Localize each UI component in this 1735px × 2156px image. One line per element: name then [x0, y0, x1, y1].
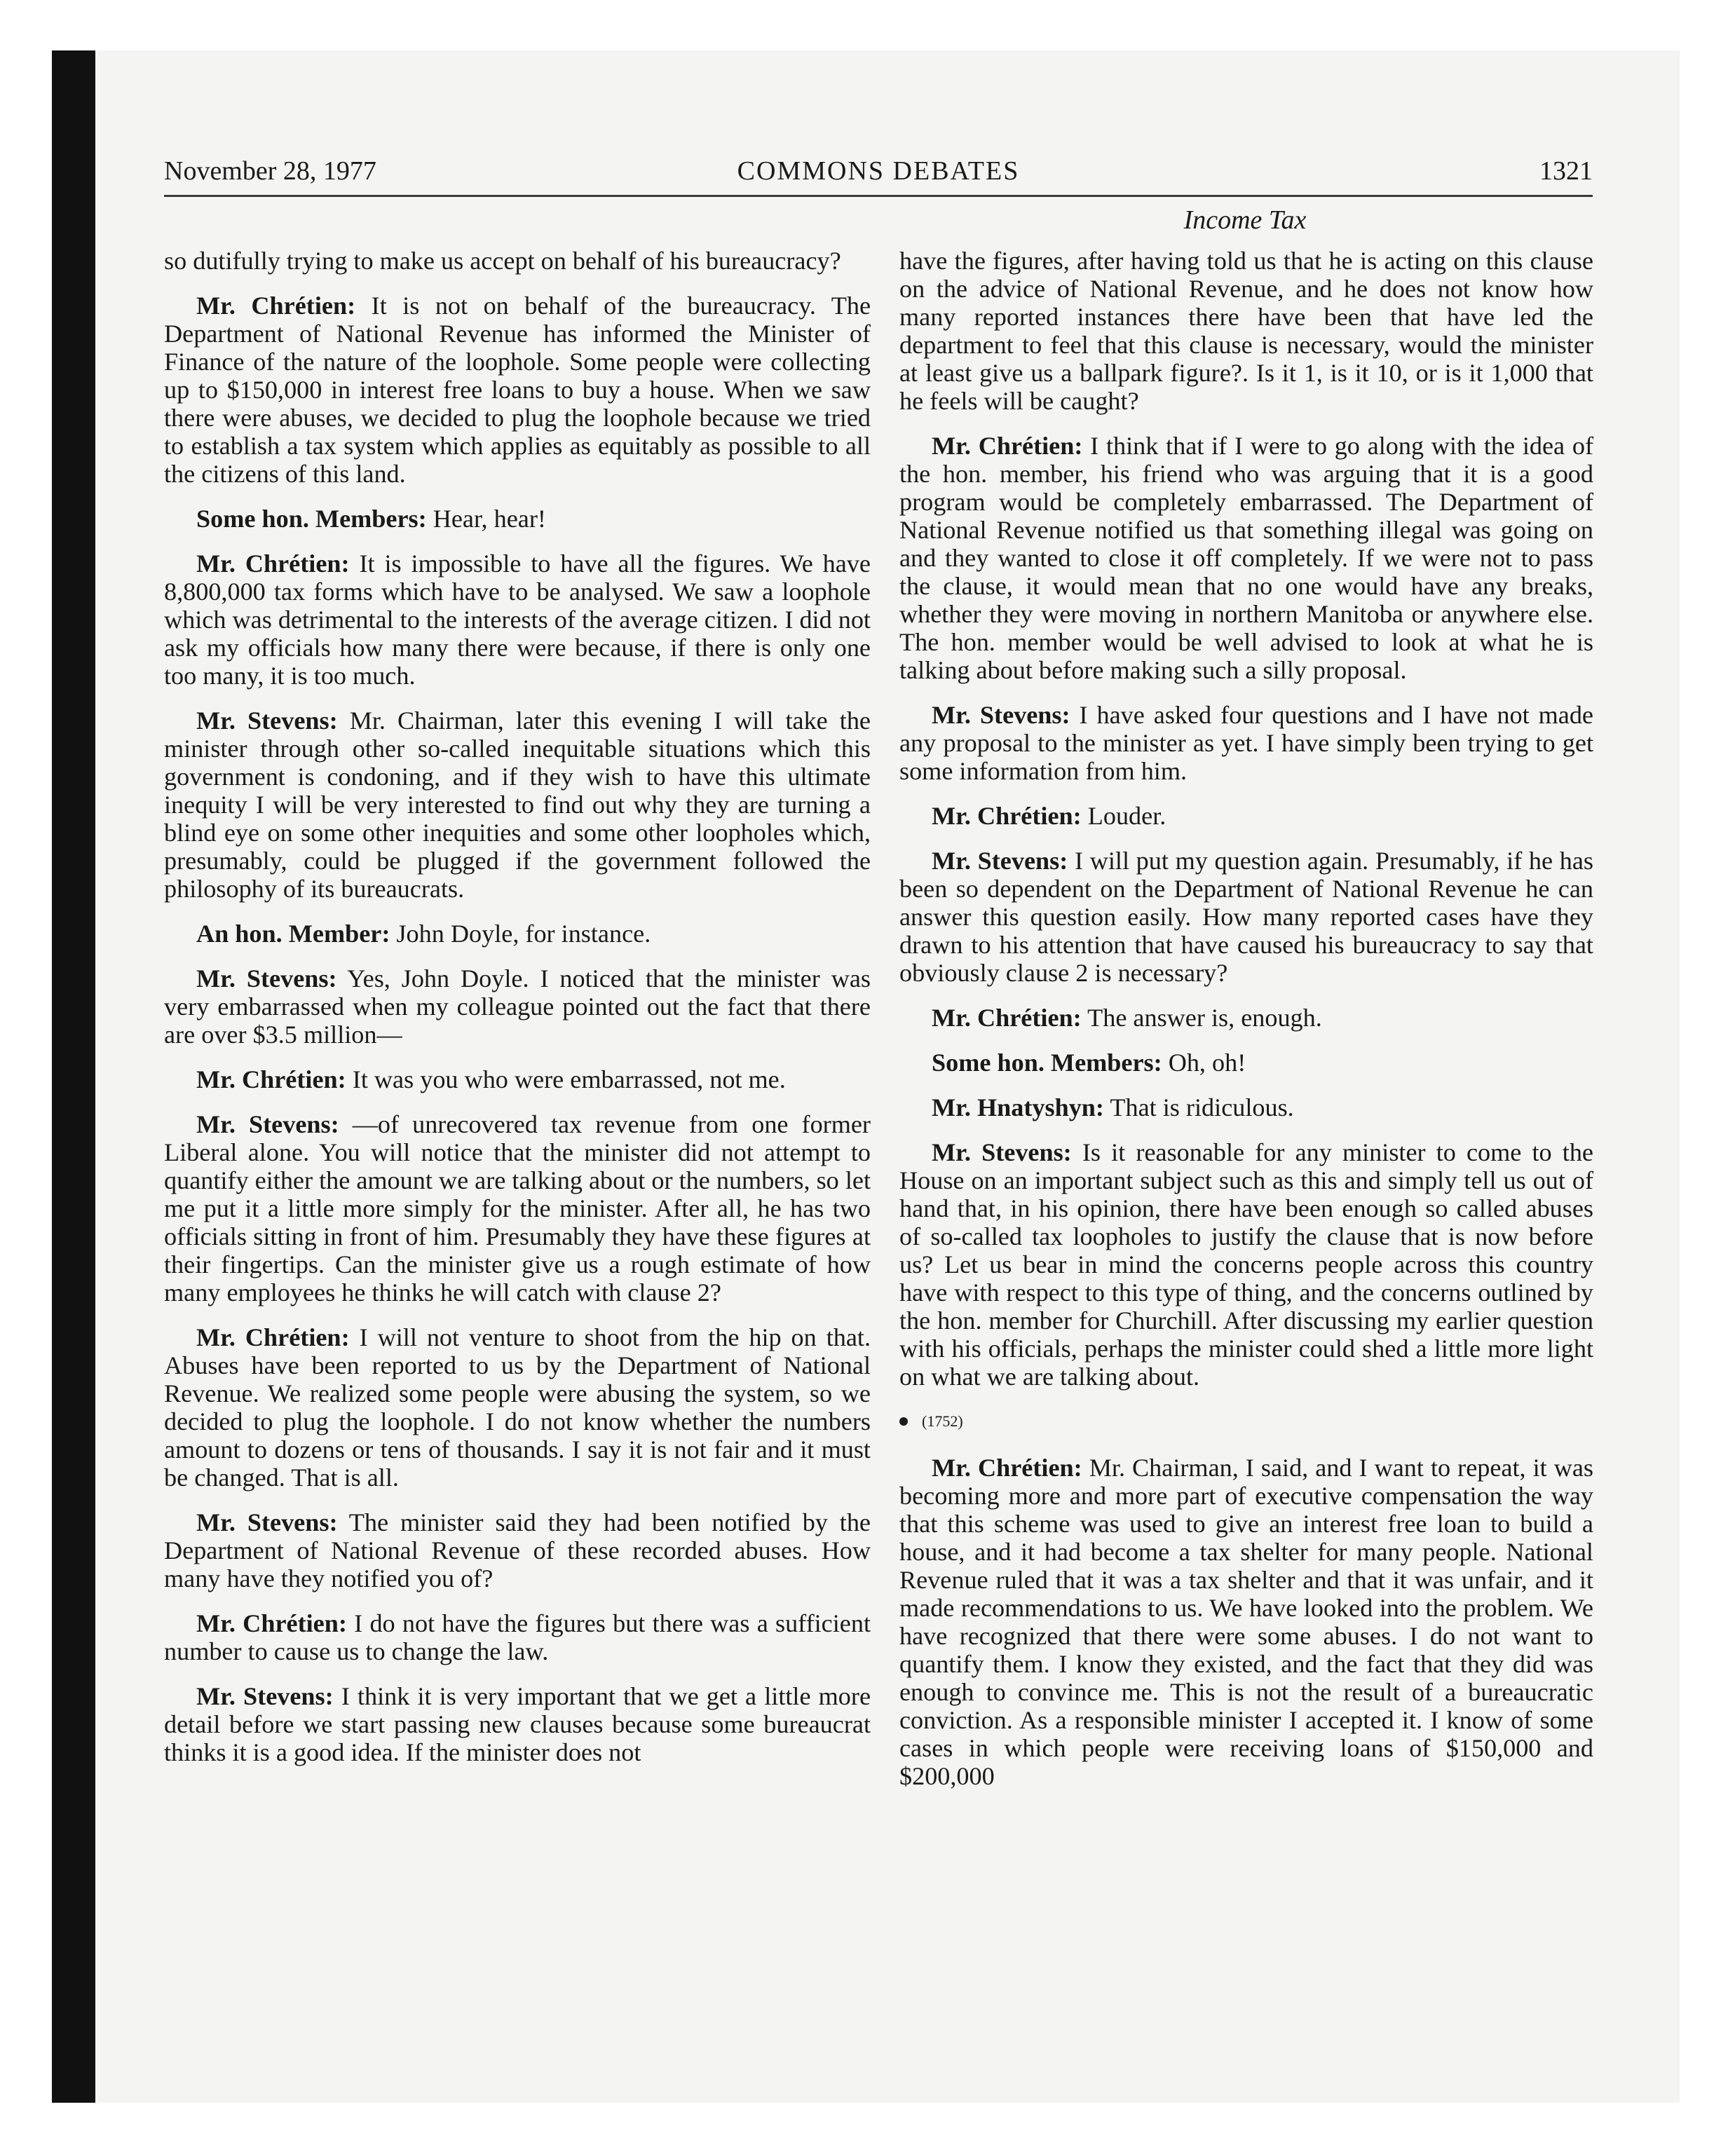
speech-paragraph — [164, 1682, 871, 1766]
right-column — [899, 247, 1593, 1807]
speaker-name: Mr. Stevens: — [196, 1508, 338, 1536]
speech-paragraph — [899, 1454, 1593, 1790]
speech-text: —of unrecovered tax revenue from one former Liberal alone. You will notice that the minister did not attempt to quantify either the amount we are talking about or the numbers, so let me put it a little more simply for the minister. After all, he has two officials sitting in front of him. Presumably they have these figures at their fingertips. Can the minister give us a rough estimate of how many employees he thinks he will catch with clause 2? — [164, 1110, 871, 1306]
speech-text: John Doyle, for instance. — [396, 920, 651, 948]
page-header — [164, 156, 1593, 197]
speech-paragraph — [899, 1004, 1593, 1032]
scan-top-margin — [52, 0, 1735, 50]
speech-text: Mr. Chairman, later this evening I will take the minister through other so-called inequitable situations which this government is condoning, and if they wish to have this ultimate inequity I will be very interested to find out why they are turning a blind eye on some other inequities and some other loopholes which, presumably, could be plugged if the government followed the philosophy of its bureaucrats. — [164, 707, 871, 903]
header-title: COMMONS DEBATES — [737, 156, 1020, 186]
speech-paragraph — [164, 1508, 871, 1592]
speaker-name: Mr. Chrétien: — [196, 1609, 347, 1637]
speaker-name: Some hon. Members: — [196, 505, 427, 533]
speech-text: Mr. Chairman, I said, and I want to repeat, it was becoming more and more part of executive compensation the way that this scheme was used to give an interest free loan to build a house, and it had become a tax shelter for many people. National Revenue ruled that it was a tax shelter and that it was unfair, and it made recommendations to us. We have looked into the problem. We have recognized that there were some abuses. I do not want to quantify them. I know they existed, and the fact that they did was enough to convince me. This is not the result of a bureaucratic conviction. As a responsible minister I accepted it. I know of some cases in which people were receiving loans of $150,000 and $200,000 — [899, 1454, 1594, 1790]
speaker-name: Mr. Chrétien: — [932, 1004, 1082, 1032]
speech-text: The answer is, enough. — [1087, 1004, 1322, 1032]
right-column-part-1 — [899, 247, 1593, 1391]
speaker-name: Mr. Stevens: — [196, 964, 337, 992]
section-title: Income Tax — [1183, 205, 1307, 235]
speech-paragraph — [899, 432, 1593, 684]
speech-text: The minister said they had been notified by the Department of National Revenue of these recorded abuses. How many have they notified you of? — [164, 1508, 871, 1592]
speaker-name: Mr. Chrétien: — [196, 1323, 350, 1351]
speech-text: It is impossible to have all the figures. We have 8,800,000 tax forms which have to be analysed. We saw a loophole which was detrimental to the interests of the average citizen. I did not ask my officials how many there were because, if there is only one too many, it is too much. — [164, 550, 871, 690]
speaker-name: Mr. Chrétien: — [932, 802, 1082, 830]
speech-paragraph — [899, 701, 1593, 785]
speech-paragraph — [164, 1065, 871, 1093]
speaker-name: Some hon. Members: — [932, 1049, 1162, 1077]
time-marker-text: (1752) — [922, 1412, 963, 1430]
speaker-name: An hon. Member: — [196, 920, 390, 948]
speaker-name: Mr. Stevens: — [932, 701, 1070, 729]
speech-text: It was you who were embarrassed, not me. — [352, 1065, 786, 1093]
speech-paragraph — [164, 707, 871, 903]
speech-paragraph — [164, 247, 871, 275]
speech-text: have the figures, after having told us that he is acting on this clause on the advice of National Revenue, and he does not know how many reported instances there have been that have led the department to feel that this clause is necessary, would the minister at least give us a ballpark figure?. Is it 1, is it 10, or is it 1,000 that he feels will be caught? — [899, 247, 1593, 415]
speech-text: I think it is very important that we get a little more detail before we start passing new clauses because some bureaucrat thinks it is a good idea. If the minister does not — [164, 1682, 871, 1766]
speaker-name: Mr. Chrétien: — [196, 1065, 346, 1093]
speech-text: I do not have the figures but there was a sufficient number to cause us to change the law. — [164, 1609, 871, 1665]
speech-text: I think that if I were to go along with the idea of the hon. member, his friend who was arguing that it is a good program would be completely embarrassed. The Department of National Revenue notified us that something illegal was going on and they wanted to close it off completely. If we were not to pass the clause, it would mean that no one would have any breaks, whether they were moving in northern Manitoba or anywhere else. The hon. member would be well advised to look at what he is talking about before making such a silly proposal. — [899, 432, 1593, 684]
speech-paragraph — [899, 802, 1593, 830]
speech-text: That is ridiculous. — [1110, 1093, 1294, 1121]
bullet-icon — [899, 1417, 908, 1426]
speaker-name: Mr. Chrétien: — [196, 550, 350, 578]
speech-paragraph — [899, 1093, 1593, 1121]
speech-paragraph — [164, 550, 871, 690]
speech-paragraph — [164, 1110, 871, 1306]
speaker-name: Mr. Stevens: — [932, 1138, 1072, 1166]
speaker-name: Mr. Stevens: — [196, 1682, 334, 1710]
speech-text: I will not venture to shoot from the hip on that. Abuses have been reported to us by the Department of National Revenue. We realized some people were abusing the system, so we decided to plug the loophole. I do not know whether the numbers amount to dozens or tens of thousands. I say it is not fair and it must be changed. That is all. — [164, 1323, 871, 1492]
speech-text: I will put my question again. Presumably, if he has been so dependent on the Department of National Revenue he can answer this question easily. How many reported cases have they drawn to his attention that have caused his bureaucracy to say that obviously clause 2 is necessary? — [899, 847, 1593, 987]
speaker-name: Mr. Chrétien: — [932, 432, 1083, 460]
speech-paragraph — [899, 247, 1593, 415]
time-marker — [899, 1407, 1593, 1435]
speech-text: Oh, oh! — [1168, 1049, 1246, 1077]
header-date: November 28, 1977 — [164, 156, 376, 186]
speech-paragraph — [899, 1049, 1593, 1077]
speech-text: Is it reasonable for any minister to come to the House on an important subject such as this and simply tell us out of hand that, in his opinion, there have been enough so called abuses of so-called tax loopholes to justify the clause that is now before us? Let us bear in mind the concerns people across this country have with respect to this type of thing, and the concerns outlined by the hon. member for Churchill. After discussing my earlier question with his officials, perhaps the minister could shed a little more light on what we are talking about. — [899, 1138, 1593, 1391]
speech-paragraph — [164, 920, 871, 948]
speech-text: Louder. — [1087, 802, 1166, 830]
speaker-name: Mr. Chrétien: — [932, 1454, 1082, 1482]
speaker-name: Mr. Stevens: — [932, 847, 1068, 875]
page-number: 1321 — [1539, 156, 1593, 186]
speaker-name: Mr. Chrétien: — [196, 292, 356, 320]
speech-paragraph — [164, 292, 871, 488]
right-column-part-2 — [899, 1454, 1593, 1790]
speaker-name: Mr. Hnatyshyn: — [932, 1093, 1104, 1121]
speech-paragraph — [899, 1138, 1593, 1391]
speech-paragraph — [164, 964, 871, 1049]
speech-paragraph — [164, 1323, 871, 1492]
speech-text: so dutifully trying to make us accept on behalf of his bureaucracy? — [164, 247, 841, 275]
speech-text: Yes, John Doyle. I noticed that the minister was very embarrassed when my colleague pointed out the fact that there are over $3.5 million— — [164, 964, 871, 1049]
speech-text: Hear, hear! — [433, 505, 546, 533]
left-column — [164, 247, 871, 1783]
speech-paragraph — [899, 847, 1593, 987]
scan-edge-bar — [52, 50, 95, 2103]
speech-paragraph — [164, 505, 871, 533]
speech-text: I have asked four questions and I have not made any proposal to the minister as yet. I have simply been trying to get some information from him. — [899, 701, 1593, 785]
speaker-name: Mr. Stevens: — [196, 1110, 339, 1138]
speech-text: It is not on behalf of the bureaucracy. The Department of National Revenue has informed the Minister of Finance of the nature of the loophole. Some people were collecting up to $150,000 in interest free loans to buy a house. When we saw there were abuses, we decided to plug the loophole because we tried to establish a tax system which applies as equitably as possible to all the citizens of this land. — [164, 292, 871, 488]
speech-paragraph — [164, 1609, 871, 1665]
speaker-name: Mr. Stevens: — [196, 707, 338, 735]
